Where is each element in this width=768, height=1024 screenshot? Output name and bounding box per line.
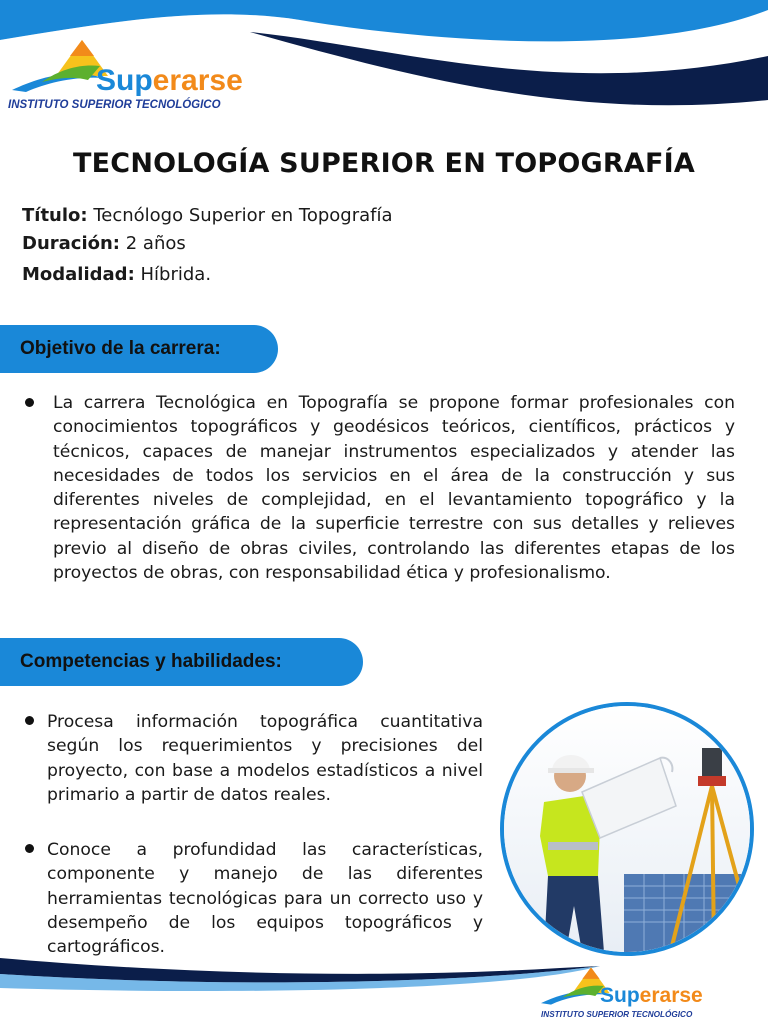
- page-title: TECNOLOGÍA SUPERIOR EN TOPOGRAFÍA: [73, 148, 695, 179]
- meta-value: Tecnólogo Superior en Topografía: [93, 205, 393, 226]
- section-heading-objective: Objetivo de la carrera:: [0, 325, 278, 373]
- logo-wordmark: [96, 64, 243, 98]
- bullet-icon: [25, 844, 34, 853]
- footer-logo: [538, 966, 738, 1022]
- logo-subtitle: INSTITUTO SUPERIOR TECNOLÓGICO: [8, 99, 221, 111]
- bullet-icon: [25, 398, 34, 407]
- logo-wordmark-second: erarse: [639, 984, 703, 1007]
- meta-value: Híbrida.: [140, 264, 212, 285]
- header-logo: [8, 38, 288, 114]
- surveyor-photo: [500, 702, 754, 956]
- meta-label: Modalidad:: [22, 264, 135, 285]
- meta-titulo: [22, 202, 393, 230]
- competency-item: Procesa información topográfica cuantitativa según los requerimientos y precisiones del proyecto, con base a modelos estadísticos a nivel primario a partir de datos reales.: [47, 712, 483, 805]
- objective-paragraph: La carrera Tecnológica en Topografía se propone formar profesionales con conocimientos topográficos y geodésicos teóricos, científicos, prácticos y técnicos, capaces de manejar instrumentos especializados y atender las necesidades de todos los servicios en el área de la construcción y sus diferentes niveles de complejidad, en el levantamiento topográfico y la representación gráfica de la superficie terrestre con sus detalles y relieves previo al diseño de obras civiles, controlando las diferentes etapas de los proyectos de obras, con responsabilidad ética y profesionalismo.: [53, 393, 735, 584]
- section-heading-competencies: Competencias y habilidades:: [0, 638, 363, 686]
- surveyor-illustration-icon: [504, 706, 750, 952]
- meta-duracion: [22, 230, 186, 258]
- meta-label: Duración:: [22, 233, 120, 254]
- logo-wordmark: [600, 984, 703, 1008]
- meta-label: Título:: [22, 205, 88, 226]
- logo-wordmark-first: Sup: [96, 64, 153, 97]
- competency-item: Conoce a profundidad las características, componente y manejo de las diferentes herramientas tecnológicas para un correcto uso y desempeño de los equipos topográficos y cartográficos.: [47, 840, 483, 958]
- logo-wordmark-second: erarse: [152, 64, 243, 97]
- meta-modalidad: [22, 261, 211, 289]
- logo-wordmark-first: Sup: [600, 984, 640, 1007]
- logo-subtitle: INSTITUTO SUPERIOR TECNOLÓGICO: [541, 1010, 693, 1019]
- meta-value: 2 años: [125, 233, 186, 254]
- bullet-icon: [25, 716, 34, 725]
